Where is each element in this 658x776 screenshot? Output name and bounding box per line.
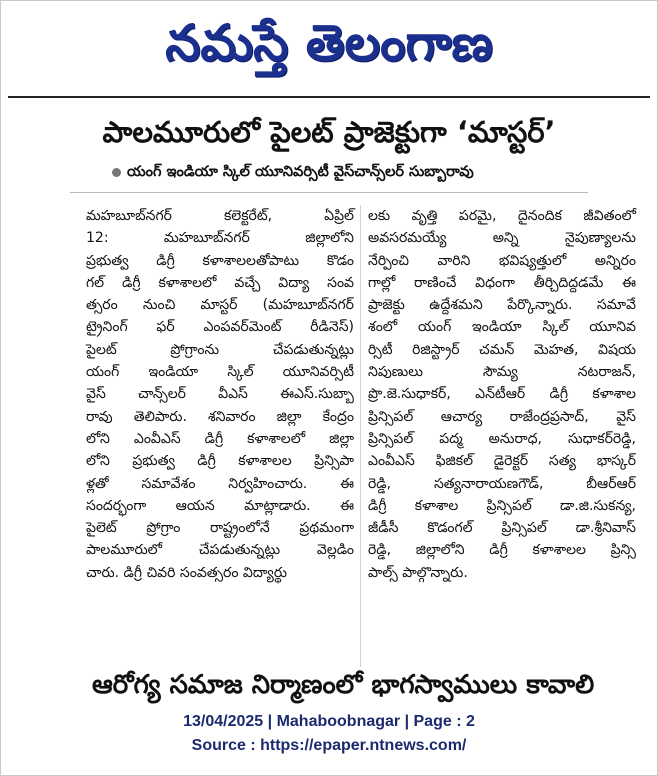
article-text-line: త్సరం నుంచి మాస్టర్ (మహబూబ్‌నగర్ bbox=[86, 297, 354, 314]
article-text-line: ఎంవీఎస్ ఫిజికల్ డైరెక్టర్ సత్య భాస్కర్ bbox=[368, 453, 636, 470]
article-text-line: లోని ప్రభుత్వ డిగ్రీ కళాశాలల ప్రిన్సిపా bbox=[86, 453, 354, 470]
masthead-divider bbox=[8, 96, 650, 98]
article-text-line: అవసరమయ్యే అన్ని నైపుణ్యాలను bbox=[368, 230, 636, 247]
next-article-headline-cutoff bbox=[92, 670, 612, 700]
article-text-line: రెడ్డి, జిల్లాలోని డిగ్రీ కళాశాలల ప్రిన్సి bbox=[368, 542, 636, 559]
footer-source-line: Source : https://epaper.ntnews.com/ bbox=[191, 737, 467, 754]
article-text-line: 12: మహబూబ్‌నగర్ జిల్లాలోని bbox=[86, 230, 354, 247]
article-text-line: లకు వృత్తి పరమై, దైనందిక జీవితంలో bbox=[368, 208, 636, 224]
article-text-line: యంగ్ ఇండియా స్కిల్ యూనివర్సిటీ bbox=[86, 364, 354, 381]
article-headline: పాలమూరులో పైలట్ ప్రాజెక్టుగా ‘మాస్టర్’ bbox=[102, 115, 556, 149]
article-text-line: ర్సిటీ రిజిస్ట్రార్ చమన్ మెహత, విషయ bbox=[368, 341, 636, 358]
subhead-text: యంగ్ ఇండియా స్కిల్ యూనివర్సిటీ వైస్‌చాన్స్‌లర్ సుబ్బారావు bbox=[127, 164, 474, 180]
article-text-line: డిగ్రీ కళాశాల ప్రిన్సిపల్ డా.జి.సుకన్య, bbox=[368, 497, 636, 514]
article-text-line: శంలో యంగ్ ఇండియా స్కిల్ యూనివ bbox=[368, 319, 636, 336]
article-subhead bbox=[112, 160, 618, 184]
footer-date-line: 13/04/2025 | Mahaboobnagar | Page : 2 bbox=[183, 713, 475, 730]
column-divider bbox=[360, 205, 361, 667]
article-text-line: ప్రిన్సిపల్ పద్మ అనురాధ, సుధాకర్‌రెడ్డి, bbox=[368, 430, 636, 447]
article-text-line: రావు తెలిపారు. శనివారం జిల్లా కేంద్రం bbox=[86, 408, 354, 425]
newspaper-masthead: నమస్తే తెలంగాణ bbox=[165, 14, 493, 72]
article-text-line: జీడీసీ కొడంగల్ ప్రిన్సిపల్ డా.శ్రీనివాస్ bbox=[368, 520, 636, 537]
article-column-right bbox=[368, 205, 636, 584]
article-text-line: సందర్భంగా ఆయన మాట్లాడారు. ఈ bbox=[86, 497, 354, 514]
subhead-divider bbox=[70, 192, 588, 193]
article-text-line: గాల్లో రాణించే విధంగా తీర్చిదిద్దడమే ఈ bbox=[368, 274, 636, 291]
article-text-line: పాల్స్ పాల్గొన్నారు. bbox=[368, 564, 468, 581]
article-text-line: పాలమూరులో చేపడుతున్నట్లు వెల్లడిం bbox=[86, 542, 354, 559]
article-text-line: గల్ డిగ్రీ కళాశాలలో వచ్చే విద్యా సంవ bbox=[86, 274, 354, 291]
article-text-line: రెడ్డి, సత్యనారాయణగౌడ్, బీఆర్‌ఆర్ bbox=[368, 475, 636, 492]
article-text-line: ప్రాజెక్టు ఉద్దేశమని పేర్కొన్నారు. సమావే bbox=[368, 297, 636, 314]
article-text-line: ప్రొ.జె.సుధాకర్, ఎన్‌టీఆర్ డిగ్రీ కళాశాల bbox=[368, 386, 636, 403]
article-text-line: ప్రభుత్వ డిగ్రీ కళాశాలలతోపాటు కొడం bbox=[86, 252, 354, 269]
article-text-line: చారు. డిగ్రీ చివరి సంవత్సరం విద్యార్థు bbox=[86, 564, 287, 581]
article-text-line: ళ్లతో సమావేశం నిర్వహించారు. ఈ bbox=[86, 475, 354, 492]
article-column-left bbox=[86, 205, 354, 584]
article-text-line: పైలట్ ప్రోగ్రాంను చేపడుతున్నట్లు bbox=[86, 341, 354, 358]
article-text-line: నేర్పించి వారిని భవిష్యత్తులో అన్నిరం bbox=[368, 252, 636, 269]
article-text-line: పైలెట్ ప్రోగ్రాం రాష్ట్రంలోనే ప్రథమంగా bbox=[86, 520, 354, 537]
article-text-line: లోని ఎంవీఎస్ డిగ్రీ కళాశాలలో జిల్లా bbox=[86, 430, 354, 447]
article-text-line: నిపుణులు సౌమ్య నటరాజన్, bbox=[368, 364, 636, 381]
article-text-line: మహబూబ్‌నగర్ కలెక్టరేట్, ఏప్రిల్ bbox=[86, 208, 354, 224]
article-text-line: ప్రిన్సిపల్ ఆచార్య రాజేంద్రప్రసాద్, వైస్ bbox=[368, 408, 636, 425]
article-text-line: ట్రైనింగ్ ఫర్ ఎంపవర్‌మెంట్ రీడినెస్) bbox=[86, 319, 354, 336]
cutoff-headline-text: ఆరోగ్య సమాజ నిర్మాణంలో భాగస్వాములు కావాలి bbox=[92, 670, 595, 700]
article-text-line: వైస్ చాన్స్‌లర్ వీఎస్ ఈఎస్.సుబ్బా bbox=[86, 386, 354, 403]
bullet-icon bbox=[112, 168, 121, 177]
